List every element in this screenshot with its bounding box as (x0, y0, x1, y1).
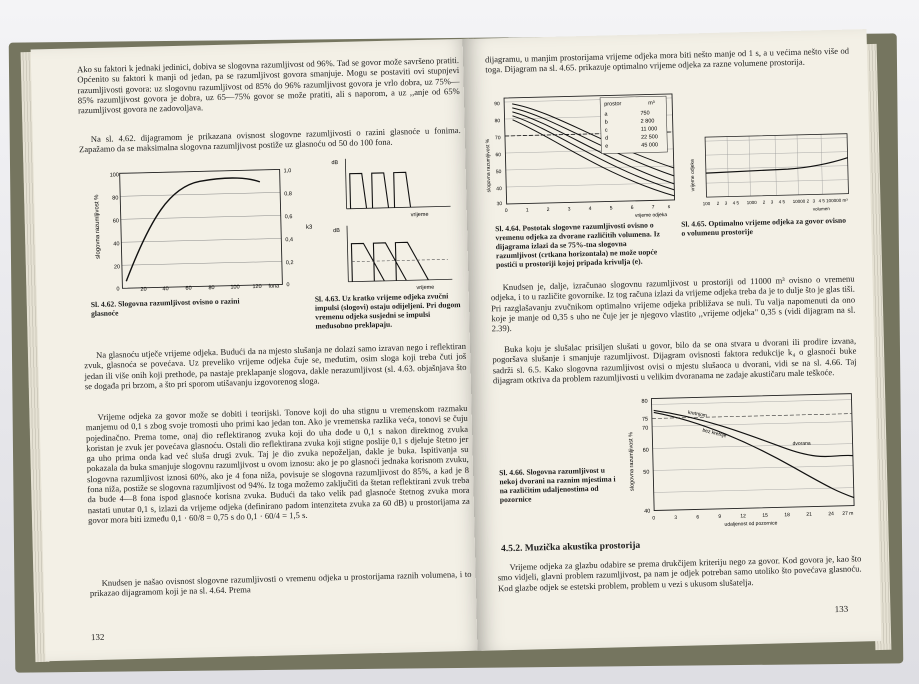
fig464-xtick: 6 (630, 204, 634, 211)
fig464-legend-value: 45 000 (641, 142, 659, 149)
fig465-xtick: 3 (724, 200, 728, 206)
fig466-xtick: 24 (828, 511, 834, 518)
fig464-legend-value: 750 (640, 110, 650, 117)
caption-4-65: Sl. 4.65. Optimalno vrijeme odjeka za govor ovisno o volumenu prostorije (681, 215, 847, 238)
fig464-legend-key: d (604, 135, 609, 142)
fig464-xtick: 2 (546, 206, 550, 214)
fig465-xtick: 3 (812, 198, 816, 204)
fig466-label-a: kretnjom (687, 409, 708, 420)
fig466-ytick: 40 (644, 508, 651, 515)
fig464-legend-key: c (604, 127, 608, 134)
fig466-label-c: dvorana (792, 440, 811, 448)
fig463-top-axis: vrijeme (410, 211, 429, 219)
fig464-legend-value: 11 000 (640, 126, 658, 133)
fig462-rtick: 0,4 (285, 237, 294, 244)
right-page (463, 29, 882, 651)
figure-4-62 (89, 158, 322, 294)
fig466-xtick: 12 (740, 513, 746, 520)
left-paragraph-4: Vrijeme odjeka za govor može se dobiti i teorijski. Tonove koji do uha stignu u vremenskom razmaku manjemu od 0,1 s zbog svoje tromosti uho primi kao jedan ton. Ako je vremenska razlika veća, tonovi se čuju pojedinačno. Prema tome, onaj dio reflektiranog zvuka koji do uha dođe u 0,1 s nakon direktnog zvuka koristan je zvuk jer povećava glasnoću. Ostali dio reflektirana zvuka koji stigne poslije 0,1 s djeluje štetno jer ga uho prima onda kad već sluša drugi zvuk. Taj je dio zvuka nepoželjan, dakle je buka. Ispitivanja su pokazala da buka smanjuje slogovnu razumljivost u ovom iznosu: ako je po glasnoći jednaka korisnom zvuku, slogovna razumljivost iznosi 60%, ako je 4 fona niža, povisuje se slogovna razumljivost do 85%, a kad je 8 fona niža, postiže se slogovna razumljivost od 94%. Iz toga možemo zaključiti da štetan reflektirani zvuk treba da bude 4—8 fona ispod glasnoće korisna zvuka. Budući da tako velik pad glasnoće štetnog zvuka mora nastati unutar 0,1 s, izlazi da vrijeme odjeka (definirano padom intenziteta zvuka za 60 dB) u prostorijama za govor mora biti između 0,1 · 60/8 = 0,75 s do 0,1 · 60/4 = 1,5 s. (85, 402, 470, 526)
fig464-xtick: 4 (588, 205, 592, 212)
fig465-xtick: 1000 (746, 199, 757, 206)
fig464-ytick: 70 (494, 135, 501, 142)
page-number-left: 132 (90, 631, 105, 643)
caption-4-64: Sl. 4.64. Postotak slogovne razumljivosti ovisno o vremenu odjeka za dvorane različitih volumena. Iz dijagrama izlazi da se 75%-tna slogovna razumljivost (crtkana horizontala) ne može uopće postići u prostoriji kojoj pripada krivulja (e). (495, 220, 661, 270)
fig464-xaxis: vrijeme odjeka (634, 212, 668, 219)
fig466-xtick: 0 (652, 515, 656, 522)
fig465-xtick: 4 5 (778, 199, 785, 205)
fig462-rtick: 0,2 (285, 260, 294, 267)
curve-with-movement (654, 406, 853, 461)
fig464-legend-head: prostor (604, 101, 622, 108)
fig462-rtick: 0,8 (284, 191, 292, 198)
right-paragraph-2: Knudsen je, dalje, izračunao slogovnu razumljivost u prostoriji od 11000 m³ ovisno o vremenu odjeka, i to u različite govornike. Iz tog računa izlazi da vrijeme odjeka treba da je to dulje što je glas tiši. Pri razglašavanju zvučnikom optimalno vrijeme odjeka približava se nuli. Tu valja napomenuti da ono koje je manje od 0,35 s uho ne čuje jer je njegovo vlastito ,,vrijeme odjeka" 0,35 s (vidi dijagram na sl. 2.39). (490, 273, 856, 334)
fig465-xtick: 4 5 100000 m³ (818, 197, 848, 204)
figure-4-66 (621, 385, 864, 531)
fig462-rtick: 0 (286, 282, 290, 289)
right-paragraph-4: Vrijeme odjeka za glazbu odabire se prema drukčijem kriteriju nego za govor. Kod govora je, kao što smo vidjeli, glavni problem razumljivost, pa nam je odjek potreban samo utoliko što povećava glasnoću. Kod glazbe odjek se estetski problem, problem u vezi s ukusom slušatelja. (497, 553, 862, 593)
fig464-legend-key: b (604, 119, 608, 126)
fig464-legend-value: 2 800 (640, 118, 655, 125)
fig464-ytick: 90 (494, 101, 500, 108)
fig462-rtick: 0,6 (284, 214, 293, 221)
page-number-right: 133 (834, 603, 849, 615)
fig464-ytick: 30 (496, 201, 503, 208)
fig465-xtick: 2 (716, 200, 720, 206)
figure-4-65 (687, 127, 859, 221)
fig464-ytick: 50 (495, 169, 502, 176)
fig466-ytick: 70 (642, 425, 649, 432)
fig465-xtick: 4 5 (732, 200, 739, 206)
right-paragraph-3: Buka koju je slušalac prisiljen slušati u govor, bilo da se ona stvara u dvorani ili prodire izvana, pogoršava slušanje i smanjuje razumljivost. Dijagram ovisnosti faktora redukcije k₄ o glasnoći buke sadrži sl. 6.5. Kako slogovna razumljivost ovisi o mjestu slušaoca u dvorani, vidi se na sl. 4.66. Taj dijagram otkriva da problem razumljivosti u velikim dvoranama ne zadaje akustičaru male teškoće. (492, 335, 857, 386)
short-reverb-impulses (350, 172, 411, 208)
fig466-ytick: 80 (641, 398, 648, 405)
intelligibility-curve (124, 177, 262, 281)
fig464-ytick: 40 (496, 186, 502, 193)
long-reverb-impulses (351, 242, 428, 282)
left-paragraph-2: Na sl. 4.62. dijagramom je prikazana ovisnost slogovne razumljivosti o razini glasnoće u fonima. Zapažamo da se maksimalna slogovna razumljivost postiže uz glasnoću od 50 do 100 fona. (78, 124, 461, 155)
fig466-xtick: 9 (718, 513, 722, 520)
fig466-ylabel: slogovna razumljivost % (628, 431, 636, 492)
fig466-xtick: 27 m (842, 510, 854, 517)
caption-4-62: Sl. 4.62. Slogovna razumljivost ovisno o razini glasnoće (90, 296, 240, 319)
fig464-xtick: 0 (504, 207, 508, 215)
fig463-bottom-unit: dB (333, 227, 340, 235)
fig465-ylabel: vrijeme odjeka (689, 159, 697, 192)
fig462-ytick: 80 (112, 195, 119, 202)
fig466-ytick: 50 (643, 469, 650, 476)
fig465-xtick: 10000 (792, 198, 806, 205)
fig466-xtick: 21 (806, 511, 812, 518)
fig464-xtick: s (667, 204, 671, 211)
caption-4-63: Sl. 4.63. Uz kratko vrijeme odjeka zvučni impulsi (slogovi) ostaju odijeljeni. Pri dugom vremenu odjeka susjedni se impulsi međusobno preklapaju. (314, 291, 461, 331)
fig466-ytick: 60 (642, 447, 649, 454)
fig464-ytick: 80 (494, 118, 501, 125)
fig462-rtick: 1,0 (283, 168, 292, 175)
fig462-ytick: 20 (113, 264, 121, 271)
caption-4-66: Sl. 4.66. Slogovna razumljivost u nekoj dvorani na raznim mjestima i na različitim udaljenostima od pozornice (499, 465, 616, 505)
fig464-xtick: 1 (525, 207, 529, 214)
fig462-ytick: 40 (113, 241, 120, 248)
fig464-xtick: 5 (609, 205, 613, 212)
fig466-xtick: 6 (696, 514, 700, 521)
fig464-legend-key: e (605, 143, 609, 150)
fig462-ytick: 60 (112, 218, 120, 225)
fig464-legend-head: m³ (648, 100, 655, 107)
fig466-label-b: bez kretnje (701, 427, 727, 440)
fig462-ytick: 100 (109, 172, 119, 179)
fig462-xtick: 40 (162, 286, 169, 293)
fig466-xtick: 3 (674, 514, 678, 521)
fig464-legend-key: a (604, 111, 608, 118)
fig464-ylabel: slogovna razumljivost % (485, 138, 493, 193)
fig462-xtick: fona (268, 283, 280, 290)
fig464-xtick: 3 (567, 206, 571, 213)
fig462-ytick: 0 (116, 286, 120, 293)
optimal-reverb-curve (706, 158, 848, 173)
left-page (31, 39, 486, 662)
fig464-xtick: 7 (651, 204, 655, 211)
fig462-ylabel: slogovna razumljivost % (94, 194, 102, 259)
fig462-xtick: 20 (140, 286, 147, 293)
figure-4-63 (329, 151, 462, 294)
fig462-xtick: 60 (185, 285, 192, 292)
fig464-legend-value: 22 500 (640, 134, 658, 141)
fig466-xtick: 15 (762, 512, 768, 519)
fig465-xaxis: volumen (812, 206, 830, 212)
section-heading: 4.5.2. Muzička akustika prostorija (500, 540, 641, 555)
fig462-rlabel: k3 (305, 224, 313, 231)
right-paragraph-1: dijagramu, u manjim prostorijama vrijeme odjeka mora biti nešto manje od 1 s, a u većima nešto više od toga. Dijagram na sl. 4.65. prikazuje optimalno vrijeme odjeka za razne volumene prostorija. (484, 45, 850, 75)
fig464-ytick: 60 (495, 152, 502, 159)
fig466-xaxis: udaljenost od pozornice (724, 520, 778, 528)
fig462-xtick: 120 (252, 283, 262, 291)
fig463-bottom-axis: vrijeme (416, 284, 435, 292)
figure-4-64 (482, 88, 685, 223)
left-paragraph-3: Na glasnoću utječe vrijeme odjeka. Budući da na mjesto slušanja ne dolazi samo izravan nego i reflektiran zvuk, glasnoća se povećava. Uz preveliko vrijeme odjeka čuje se, međutim, osim sloga koji treba čuti još jedan ili više onih koji prethode, pa nastaje preklapanje slogova, dakle nerazumljivost (sl. 4.63. objašnjava što se događa pri brzom, a što pri sporom utišavanju izgovorenog sloga. (84, 340, 467, 392)
fig465-xtick: 2 (806, 198, 810, 204)
left-paragraph-5: Knudsen je našao ovisnost slogovne razumljivosti o vremenu odjeka u prostorijama raznih volumena, i to prikazao dijagramom koji je na sl. 4.64. Prema (89, 568, 472, 599)
fig465-xtick: 2 (762, 199, 766, 205)
fig462-xtick: 100 (230, 284, 240, 291)
fig466-xtick: 18 (784, 512, 790, 519)
fig465-xtick: 3 (770, 199, 774, 205)
fig463-top-unit: dB (331, 159, 339, 167)
fig466-ytick: 75 (641, 416, 649, 423)
fig462-xtick: 80 (208, 285, 215, 292)
left-paragraph-1: Ako su faktori k jednaki jedinici, dobiva se slogovna razumljivost od 96%. Tad se govor može savršeno pratiti. Općenito su faktori k manji od jedan, pa se razumljivost govora smanjuje. Mogu se postaviti ovi stupnjevi razumljivosti govora: uz slogovnu razumljivost od 85% do 96% razumljivost govora je vrlo dobra, uz 75%—85% razumljivost govora je dobra, uz 65—75% govor se može pratiti, ali s naporom, a uz ,,anje od 65% razumljivost govora ne zadovoljava. (76, 55, 460, 116)
fig465-xtick: 100 (702, 201, 711, 207)
